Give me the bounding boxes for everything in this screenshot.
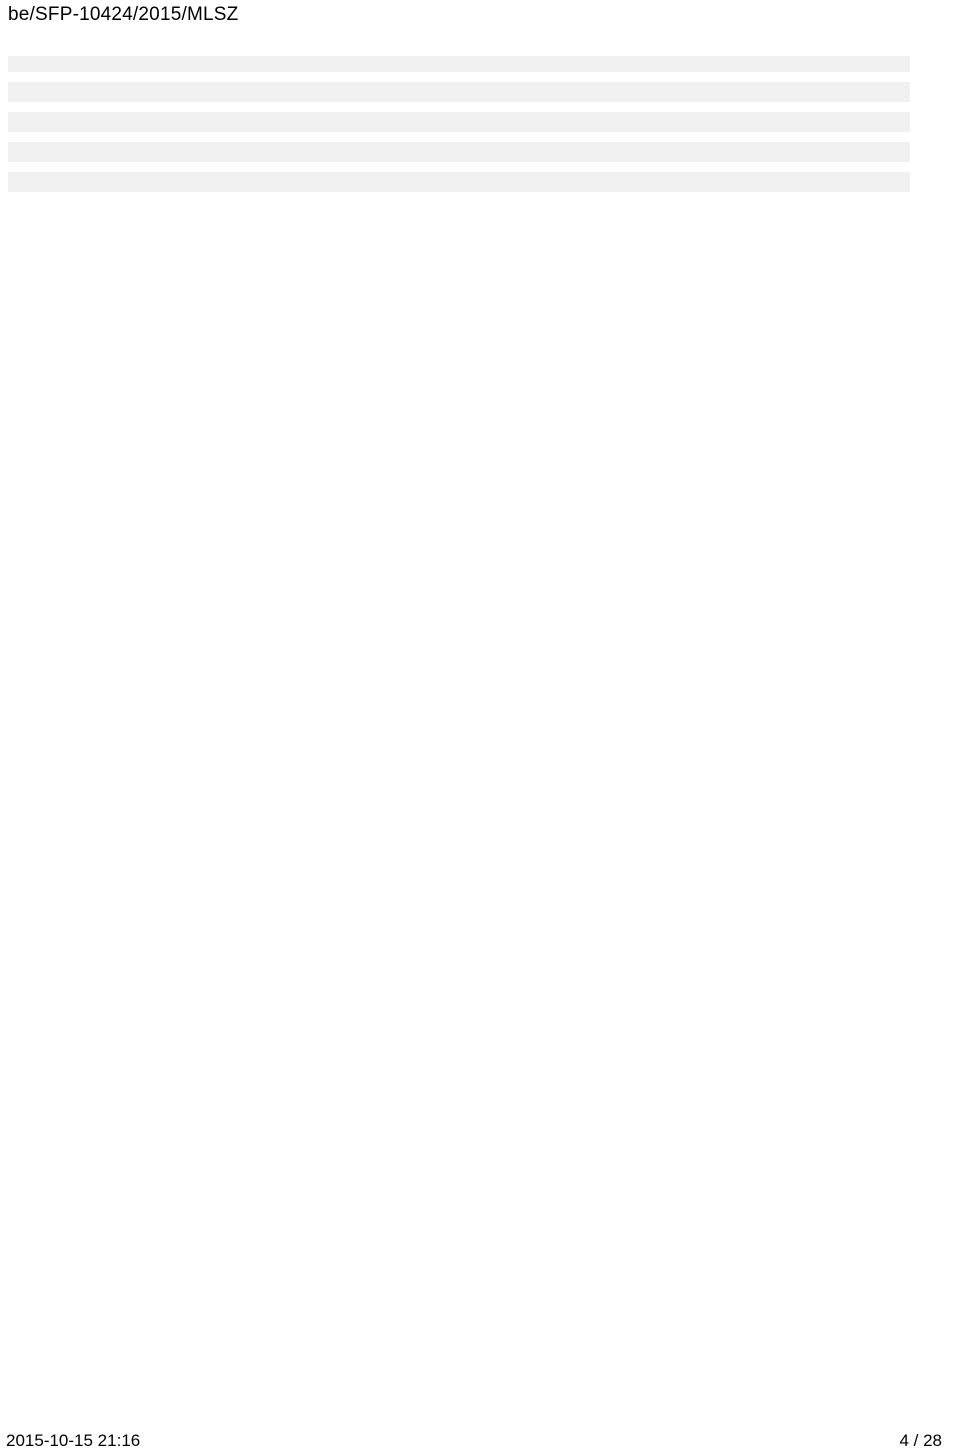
- section-heading: [8, 142, 910, 162]
- section-4: [8, 142, 910, 162]
- section-5: [8, 172, 910, 192]
- footer-datetime: 2015-10-15 21:16: [6, 1431, 141, 1450]
- section-1: [8, 56, 910, 72]
- section-heading: [8, 112, 910, 132]
- section-heading: [8, 56, 910, 72]
- section-2: [8, 82, 910, 102]
- document-body: [8, 48, 910, 202]
- document-title: be/SFP-10424/2015/MLSZ: [8, 4, 239, 25]
- section-3: [8, 112, 910, 132]
- section-heading: [8, 172, 910, 192]
- section-heading: [8, 82, 910, 102]
- page-indicator: 4 / 28: [899, 1431, 942, 1450]
